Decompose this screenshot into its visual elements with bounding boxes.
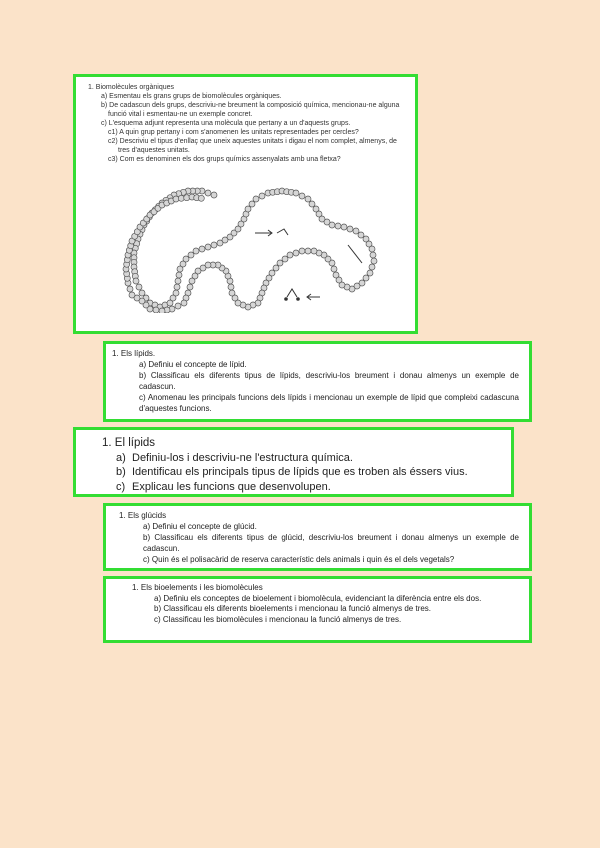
question-item-b: b) Classificau els diferents tipus de lípids, descriviu-los breument i donau almenys un exemple de cadascun. (139, 371, 519, 392)
question-title: 1. Els bioelements i les biomolècules (132, 583, 263, 592)
question-item-b: b) Identificau els principals tipus de lípids que es troben als éssers vius. (116, 466, 468, 479)
question-item-c2: c2) Descriviu el tipus d'enllaç que uneix aquestes unitats i digau el nom complet, almenys, de tres d'aquestes unitats. (108, 137, 397, 154)
question-title: 1. Els glúcids (119, 511, 167, 520)
question-item-a: a) Definiu el concepte de lípid. (139, 360, 247, 370)
question-card-bioelements (103, 576, 532, 643)
question-item-b: b) Classificau els diferents bioelements i mencionau la funció almenys de tres. (154, 604, 432, 614)
question-title: 1. El lípids (102, 437, 156, 449)
question-title: 1. Biomolècules orgàniques (88, 84, 174, 91)
question-item-c3: c3) Com es denominen els dos grups químics assenyalats amb una fletxa? (108, 155, 341, 163)
question-item-c: c) Anomenau les principals funcions dels lípids i mencionau un exemple de lípid que compleixi cadascuna d'aquestes funcions. (139, 393, 519, 414)
question-item-b: b) Classificau els diferents tipus de glúcid, descriviu-los breument i donau almenys un exemple de cadascun. (143, 533, 519, 554)
question-item-c1: c1) A quin grup pertany i com s'anomenen les unitats representades per cercles? (108, 128, 359, 136)
question-card-lipids-1 (103, 341, 532, 422)
question-item-a: a) Definiu-los i descriviu-ne l'estructura química. (116, 451, 353, 464)
question-card-lipids-2 (73, 427, 514, 497)
question-item-a: a) Esmentau els grans grups de biomolècules orgàniques. (101, 92, 282, 100)
question-card-biomolecules (73, 74, 418, 334)
question-title: 1. Els lípids. (112, 349, 156, 358)
question-item-a: a) Definiu el concepte de glúcid. (143, 522, 257, 532)
question-card-glucids (103, 503, 532, 571)
question-item-b: b) De cadascun dels grups, descriviu-ne breument la composició química, mencionau-ne alguna funció vital i esmentau-ne un exemple concret. (101, 101, 400, 118)
question-item-a: a) Definiu els conceptes de bioelement i biomolècula, evidenciant la diferència entre els dos. (154, 593, 482, 603)
question-item-c: c) Classificau les biomolècules i mencionau la funció almenys de tres. (154, 614, 402, 624)
question-item-c: c) Explicau les funcions que desenvolupen. (116, 480, 331, 493)
protein-chain-diagram-icon (122, 185, 382, 313)
question-item-c: c) L'esquema adjunt representa una molècula que pertany a un d'aquests grups. (101, 119, 351, 127)
question-item-c: c) Quin és el polisacàrid de reserva característic dels animals i quin és el dels vegetals? (143, 555, 455, 565)
